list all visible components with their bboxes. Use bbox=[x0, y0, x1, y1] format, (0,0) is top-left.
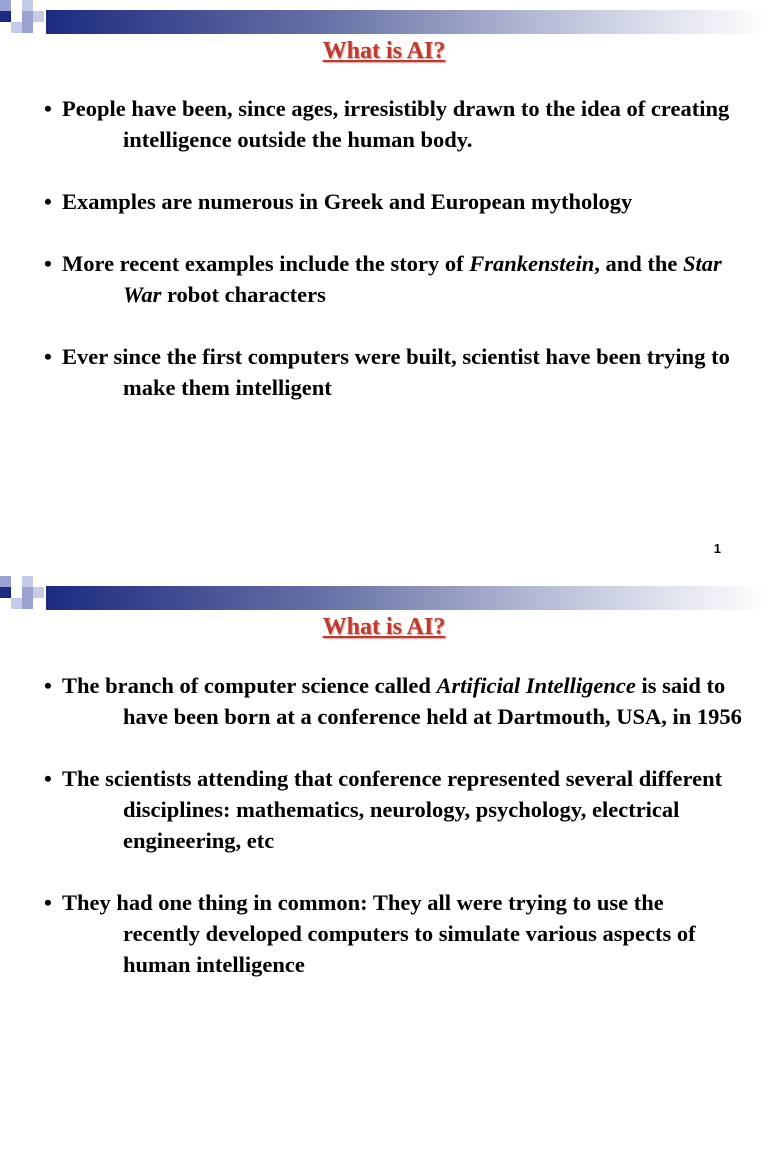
bullet-item bbox=[44, 93, 744, 155]
bullet-item bbox=[44, 670, 744, 732]
bullet-dot-icon: • bbox=[44, 96, 52, 121]
bullet-item bbox=[44, 341, 744, 403]
header-gradient-band bbox=[46, 10, 768, 34]
bullet-dot-icon: • bbox=[44, 189, 52, 214]
slide-2 bbox=[0, 576, 768, 1152]
bullet-text: They had one thing in common: bbox=[62, 890, 373, 915]
slide-title: What is AI? bbox=[322, 614, 446, 640]
bullet-text: They all were trying to use the recently developed computers to simulate various aspects of human intelligence bbox=[123, 890, 696, 977]
bullet-text-italic: Artificial Intelligence bbox=[436, 673, 636, 698]
bullet-text-italic: Star War bbox=[123, 251, 722, 307]
bullet-text: The branch of computer science called bbox=[62, 673, 437, 698]
bullet-text: is said to have been born at a conference held at Dartmouth, USA, in 1956 bbox=[123, 673, 742, 729]
header-gradient-band bbox=[46, 586, 768, 610]
bullet-text: , and the bbox=[594, 251, 684, 276]
bullet-text: Ever since the first computers were built, scientist have been trying to make them intelligent bbox=[62, 344, 730, 400]
slide-title: What is AI? bbox=[322, 38, 446, 64]
bullet-item bbox=[44, 186, 744, 217]
bullet-text: The scientists attending that conference represented several different disciplines: mathematics, neurology, psychology, electrical engineering, etc bbox=[62, 766, 723, 853]
bullet-list bbox=[44, 93, 744, 434]
bullet-dot-icon: • bbox=[44, 673, 52, 698]
bullet-text-italic: Frankenstein bbox=[469, 251, 595, 276]
bullet-dot-icon: • bbox=[44, 251, 52, 276]
bullet-dot-icon: • bbox=[44, 344, 52, 369]
bullet-text: People have been, since ages, irresistibly drawn to the idea of creating intelligence outside the human body. bbox=[62, 96, 730, 152]
bullet-text: robot characters bbox=[161, 282, 326, 307]
bullet-text: More recent examples include the story of bbox=[62, 251, 470, 276]
bullet-text: Examples are numerous in Greek and European mythology bbox=[62, 189, 633, 214]
bullet-dot-icon: • bbox=[44, 766, 52, 791]
bullet-list bbox=[44, 670, 744, 1011]
bullet-item bbox=[44, 248, 744, 310]
bullet-item bbox=[44, 887, 744, 980]
page-number: 1 bbox=[713, 541, 721, 556]
bullet-dot-icon: • bbox=[44, 890, 52, 915]
bullet-item bbox=[44, 763, 744, 856]
